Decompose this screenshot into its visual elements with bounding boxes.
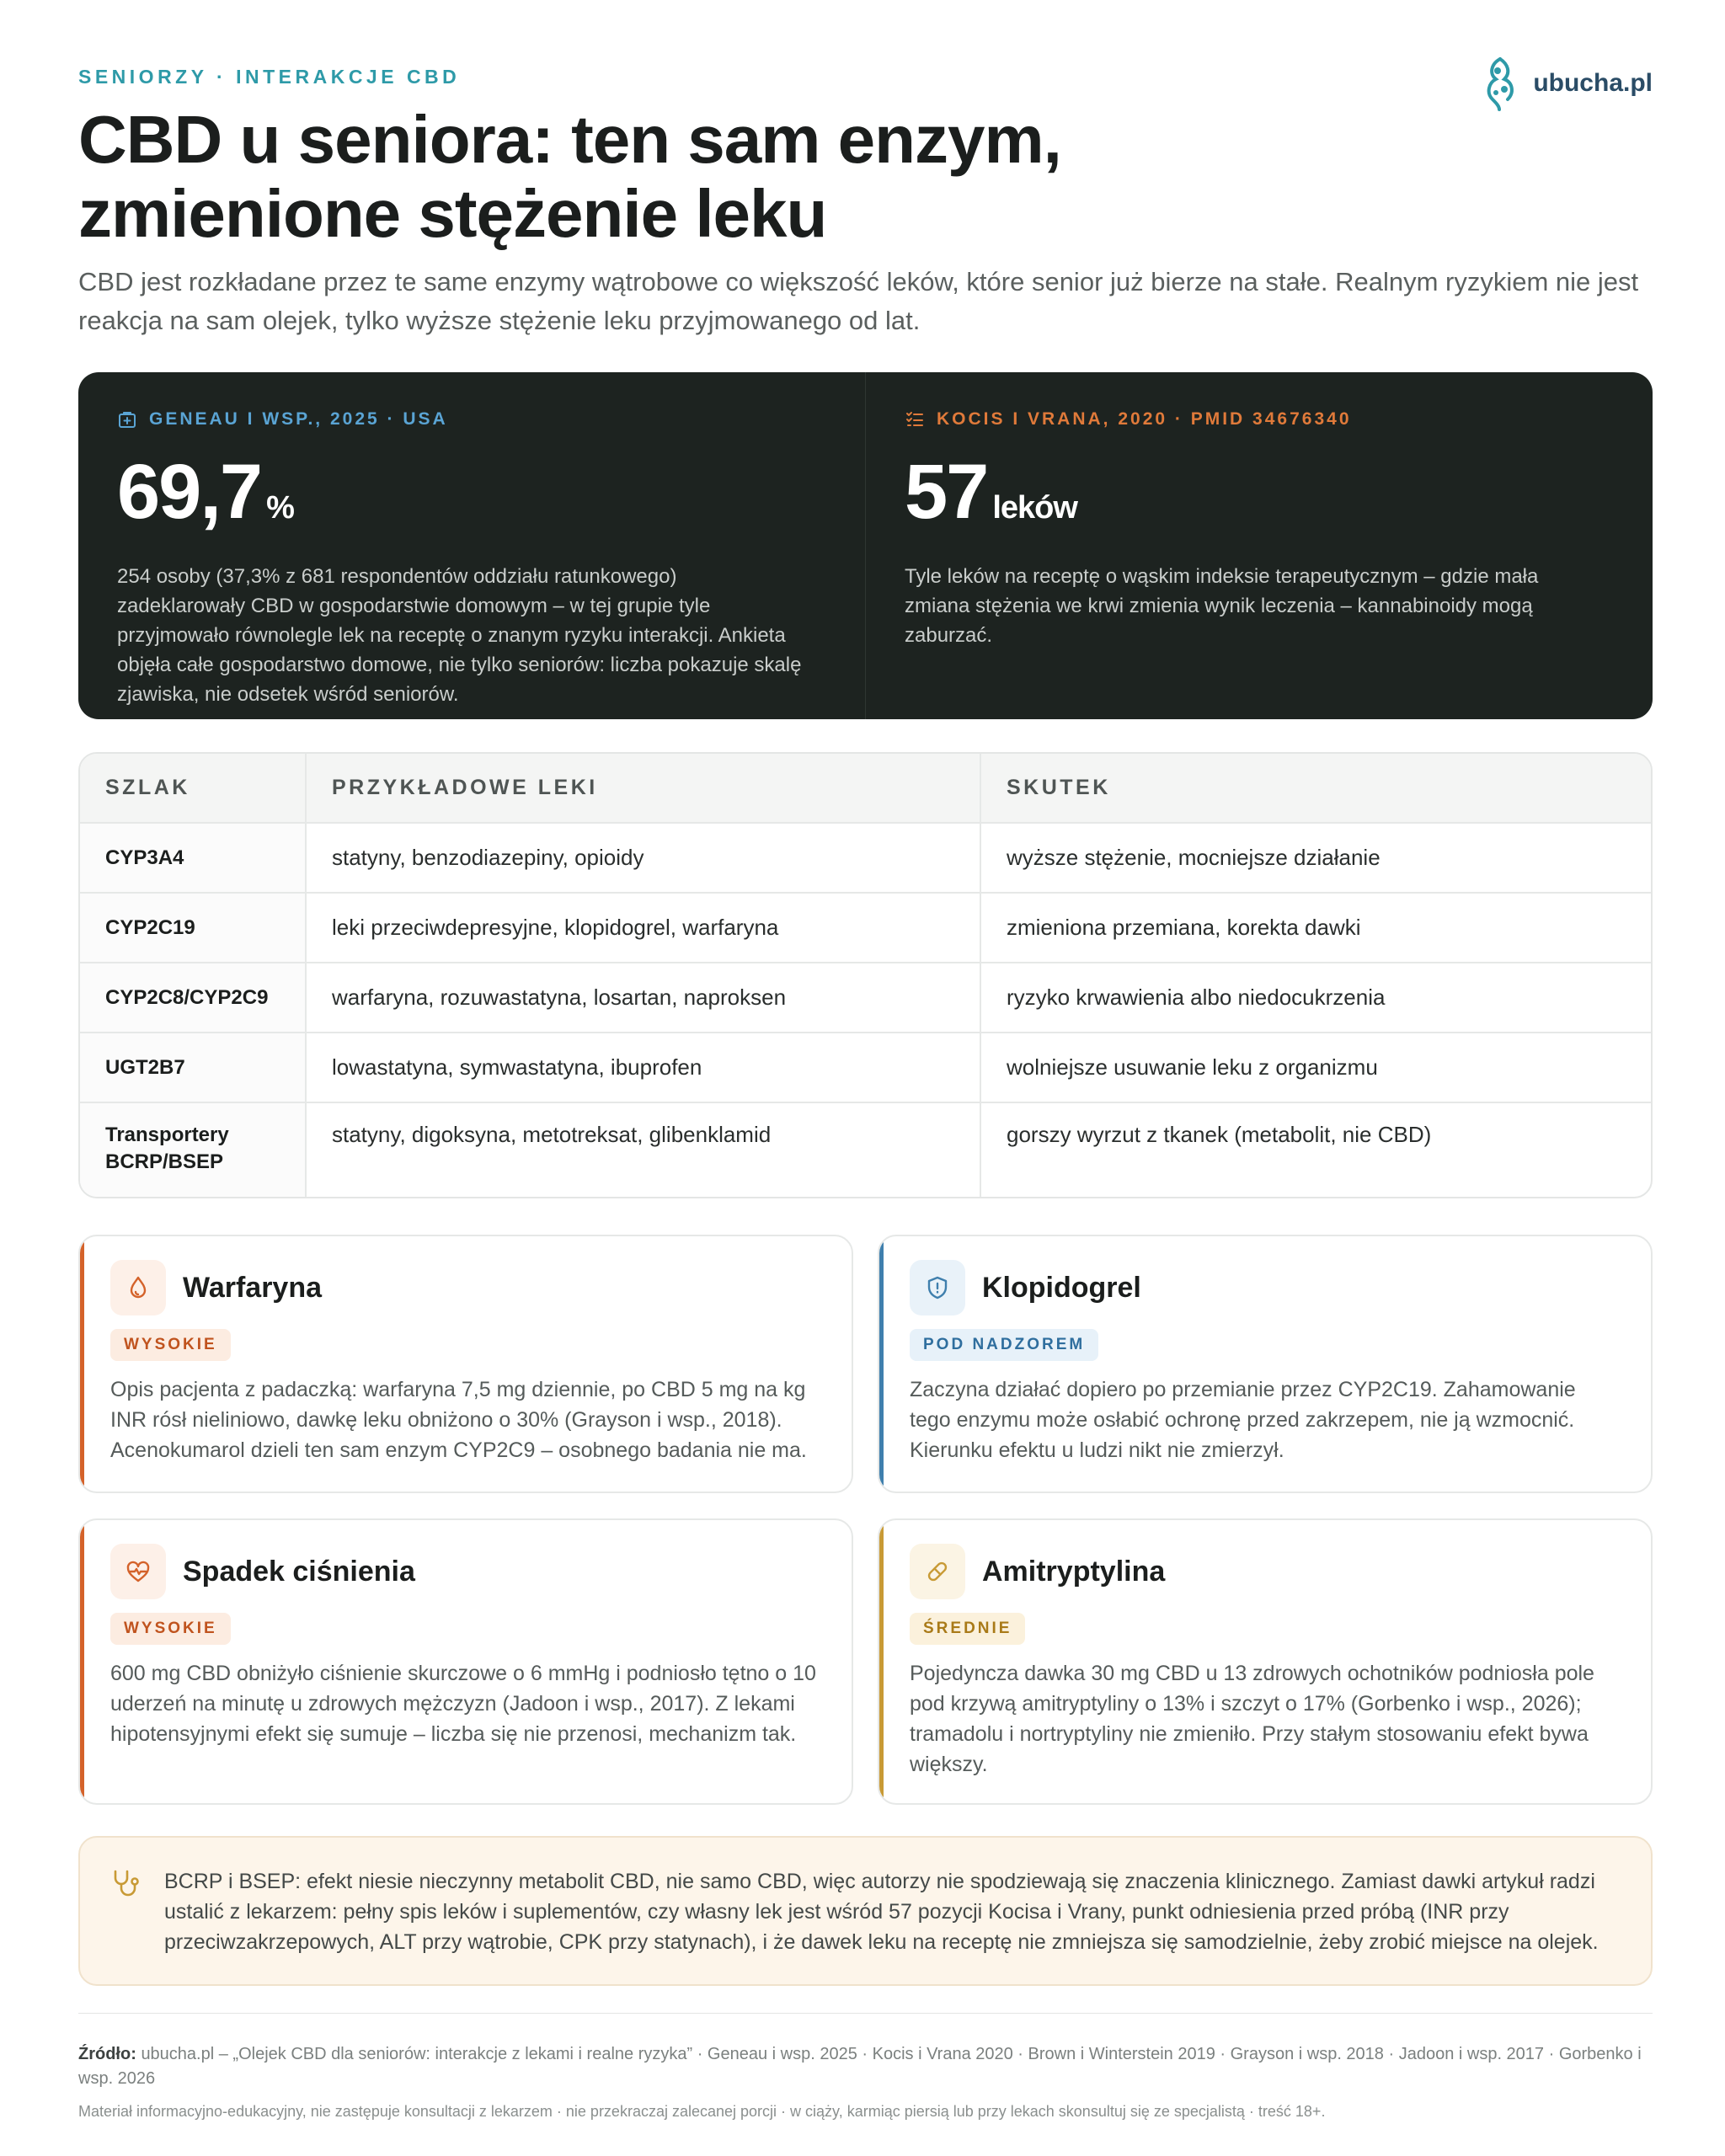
table-row: [80, 893, 1651, 963]
stat-source: KOCIS I VRANA, 2020 · PMID 34676340: [905, 409, 1614, 430]
kombucha-logo-icon: [1479, 56, 1521, 111]
table-row: [80, 823, 1651, 893]
card-body: 600 mg CBD obniżyło ciśnienie skurczowe o 6 mmHg i podniosło tętno o 10 uderzeń na minutę u zdrowych mężczyzn (Jadoon i wsp., 2017). Z lekami hipotensyjnymi efekt się sumuje – liczba się nie przenosi, mechanizm tak.: [110, 1662, 816, 1746]
table-row: [80, 1102, 1651, 1198]
lead-paragraph: CBD jest rozkładane przez te same enzymy wątrobowe co większość leków, które senior już bierze na stałe. Realnym ryzykiem nie jest reakcja na sam olejek, tylko wyższe stężenie leku przyjmowanego od lat.: [78, 267, 1639, 335]
checklist-icon: [905, 409, 925, 430]
interaction-table: [78, 752, 1653, 1198]
eyebrow-label: SENIORZY · INTERAKCJE CBD: [78, 66, 461, 88]
card-title: Amitryptylina: [982, 1555, 1166, 1588]
card-body: Zaczyna działać dopiero po przemianie przez CYP2C19. Zahamowanie tego enzymu może osłabić ochronę przed zakrzepem, nie ją wzmocnić. Kierunku efektu u ludzi nikt nie zmierzył.: [910, 1378, 1576, 1462]
effect-cell: gorszy wyrzut z tkanek (metabolit, nie CBD): [980, 1102, 1651, 1198]
drugs-cell: lowastatyna, symwastatyna, ibuprofen: [306, 1033, 980, 1102]
effect-cell: wolniejsze usuwanie leku z organizmu: [980, 1033, 1651, 1102]
note-text: BCRP i BSEP: efekt niesie nieczynny metabolit CBD, nie samo CBD, więc autorzy nie spodziewają się znaczenia klinicznego. Zamiast dawki artykuł radzi ustalić z lekarzem: pełny spis leków i suplementów, czy własny lek jest wśród 57 pozycji Kocisa i Vrany, punkt odniesienia przed próbą (INR przy przeciwzakrzepowych, ALT przy wątrobie, CPK przy statynach), i że dawek leku na receptę nie zmniejsza się samodzielnie, żeby zrobić miejsce na olejek.: [164, 1870, 1599, 1954]
pathway-cell: UGT2B7: [80, 1033, 306, 1102]
card-warfaryna: [78, 1235, 853, 1493]
stat-value: 69,7 %: [117, 449, 294, 535]
drugs-cell: statyny, benzodiazepiny, opioidy: [306, 823, 980, 893]
column-header: PRZYKŁADOWE LEKI: [306, 754, 980, 823]
column-header: SZLAK: [80, 754, 306, 823]
card-body: Pojedyncza dawka 30 mg CBD u 13 zdrowych ochotników podniosła pole pod krzywą amitryptyliny o 13% i szczyt o 17% (Gorbenko i wsp., 2026); tramadolu i nortryptyliny nie zmieniło. Przy stałym stosowaniu efekt bywa większy.: [910, 1662, 1594, 1776]
column-header: SKUTEK: [980, 754, 1651, 823]
drop-icon: [110, 1260, 166, 1315]
stat-geneau: [78, 372, 865, 719]
effect-cell: zmieniona przemiana, korekta dawki: [980, 893, 1651, 963]
page-title: [78, 103, 1173, 251]
title-line-2: zmienione stężenie leku: [78, 176, 827, 251]
risk-badge: WYSOKIE: [110, 1329, 231, 1361]
card-amitryptylina: [878, 1518, 1653, 1805]
disclaimer: Materiał informacyjno-edukacyjny, nie zastępuje konsultacji z lekarzem · nie przekraczaj zalecanej porcji · w ciąży, karmiąc piersią lub przy lekach skonsultuj się ze specjalistą · treść 18+.: [78, 2103, 1326, 2120]
pill-icon: [910, 1544, 965, 1599]
card-title: Warfaryna: [183, 1271, 323, 1304]
risk-badge: WYSOKIE: [110, 1613, 231, 1645]
footer-divider: [78, 2013, 1653, 2014]
stat-unit: leków: [992, 490, 1077, 526]
site-logo[interactable]: [1479, 56, 1653, 111]
risk-badge: POD NADZOREM: [910, 1329, 1098, 1361]
infographic-page: [78, 0, 1653, 2156]
card-spadek-cisnienia: [78, 1518, 853, 1805]
table-row: [80, 1033, 1651, 1102]
stat-unit: %: [266, 490, 294, 526]
card-klopidogrel: [878, 1235, 1653, 1493]
stats-panel: [78, 372, 1653, 719]
heart-pulse-icon: [110, 1544, 166, 1599]
stat-description: 254 osoby (37,3% z 681 respondentów oddziału ratunkowego) zadeklarowały CBD w gospodarstwie domowym – w tej grupie tyle przyjmowało równolegle lek na receptę o znanym ryzyku interakcji. Ankieta objęła całe gospodarstwo domowe, nie tylko seniorów: liczba pokazuje skalę zjawiska, nie odsetek wśród seniorów.: [117, 565, 802, 706]
card-body: Opis pacjenta z padaczką: warfaryna 7,5 mg dziennie, po CBD 5 mg na kg INR rósł nieliniowo, dawkę leku obniżono o 30% (Grayson i wsp., 2018). Acenokumarol dzieli ten sam enzym CYP2C9 – osobnego badania nie ma.: [110, 1378, 807, 1462]
card-title: Klopidogrel: [982, 1271, 1141, 1304]
stat-value: 57 leków: [905, 449, 1077, 535]
pathway-cell: Transportery BCRP/BSEP: [80, 1102, 306, 1198]
pathway-cell: CYP3A4: [80, 823, 306, 893]
effect-cell: ryzyko krwawienia albo niedocukrzenia: [980, 963, 1651, 1033]
stethoscope-icon: [110, 1868, 142, 1900]
drugs-cell: warfaryna, rozuwastatyna, losartan, naproksen: [306, 963, 980, 1033]
shield-icon: [910, 1260, 965, 1315]
source-citation: Źródło: ubucha.pl – „Olejek CBD dla seniorów: interakcje z lekami i realne ryzyka” · Geneau i wsp. 2025 · Kocis i Vrana 2020 · Brown i Winterstein 2019 · Grayson i wsp. 2018 · Jadoon i wsp. 2017 · Gorbenko i wsp. 2026: [78, 2045, 1642, 2088]
doctor-advice-note: [78, 1836, 1653, 1986]
stat-source: GENEAU I WSP., 2025 · USA: [117, 409, 826, 430]
stat-kocis-vrana: [865, 372, 1653, 719]
drugs-cell: leki przeciwdepresyjne, klopidogrel, warfaryna: [306, 893, 980, 963]
effect-cell: wyższe stężenie, mocniejsze działanie: [980, 823, 1651, 893]
pathway-cell: CYP2C8/CYP2C9: [80, 963, 306, 1033]
table-row: [80, 963, 1651, 1033]
logo-text: ubucha.pl: [1533, 69, 1653, 97]
card-title: Spadek ciśnienia: [183, 1555, 415, 1588]
risk-badge: ŚREDNIE: [910, 1613, 1025, 1645]
title-line-1: CBD u seniora: ten sam enzym,: [78, 102, 1061, 177]
briefcase-medical-icon: [117, 409, 137, 430]
stat-description: Tyle leków na receptę o wąskim indeksie terapeutycznym – gdzie mała zmiana stężenia we krwi zmienia wynik leczenia – kannabinoidy mogą zaburzać.: [905, 565, 1539, 647]
drugs-cell: statyny, digoksyna, metotreksat, glibenklamid: [306, 1102, 980, 1198]
table-header-row: [80, 754, 1651, 823]
pathway-cell: CYP2C19: [80, 893, 306, 963]
